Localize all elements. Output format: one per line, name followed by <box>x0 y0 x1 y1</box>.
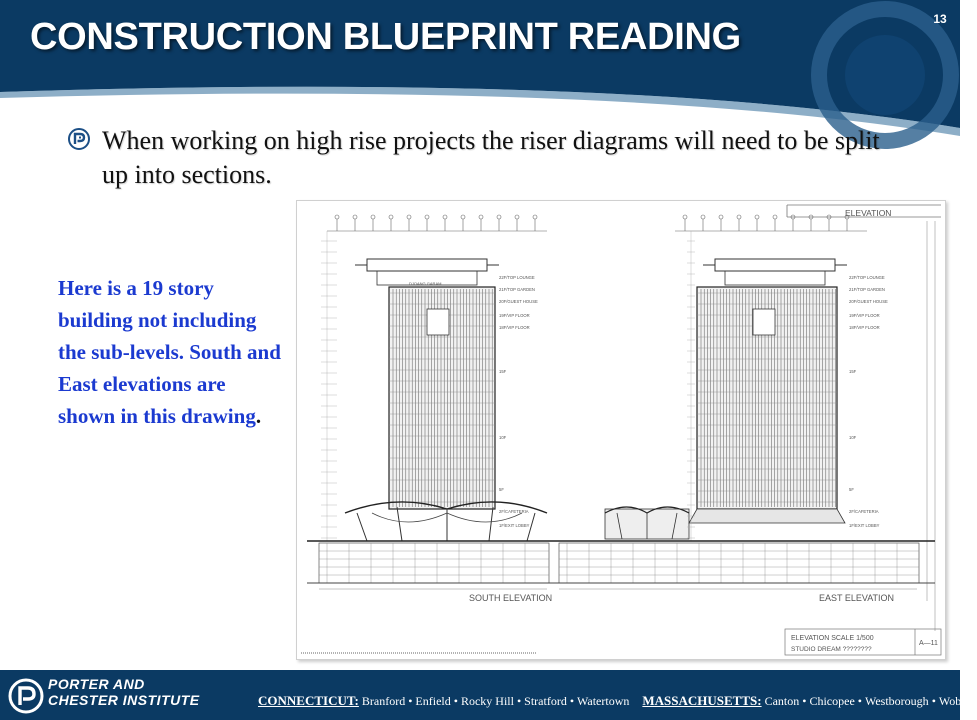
drawing-caption <box>58 272 288 432</box>
south-floor-label: 1F/EXIT LOBBY <box>499 523 530 528</box>
east-floor-label: 19F/VIP FLOOR <box>849 313 880 318</box>
connecticut-town: Rocky Hill <box>460 694 514 708</box>
south-floor-label: 22F/TOP LOUNGE <box>499 275 535 280</box>
bullet-separator: • <box>569 694 575 708</box>
east-floor-label: 15F <box>849 369 857 374</box>
south-elevation-label: SOUTH ELEVATION <box>469 593 553 603</box>
bullet-separator: • <box>931 694 936 708</box>
bullet-separator: • <box>857 694 862 708</box>
logo-text-line1: PORTER AND <box>48 676 145 692</box>
institute-logo-icon <box>8 678 44 714</box>
massachusetts-town: Woburn <box>938 694 977 708</box>
east-elevation-label: EAST ELEVATION <box>819 593 895 603</box>
south-floor-label: 5F <box>499 487 504 492</box>
connecticut-town: Stratford <box>524 694 567 708</box>
caption-text: Here is a 19 story building not including the sub-levels. South and East elevations are shown in this drawing <box>58 276 281 428</box>
elevation-drawing <box>296 200 946 660</box>
south-floor-label: 2F/CAFETERIA <box>499 509 529 514</box>
south-floor-label: 18F/VIP FLOOR <box>499 325 530 330</box>
connecticut-towns <box>362 694 629 708</box>
south-floor-label: 19F/VIP FLOOR <box>499 313 530 318</box>
massachusetts-label: MASSACHUSETTS: <box>642 693 762 708</box>
east-floor-label: 5F <box>849 487 854 492</box>
east-floor-label: 20F/GUEST HOUSE <box>849 299 888 304</box>
south-sign-text: DJOANG GARAM <box>409 281 442 286</box>
east-floor-label: 2F/CAFETERIA <box>849 509 879 514</box>
east-floor-label: 21F/TOP GARDEN <box>849 287 885 292</box>
connecticut-town: Enfield <box>415 694 451 708</box>
logo-text-line2: CHESTER INSTITUTE <box>48 692 200 708</box>
massachusetts-towns <box>765 694 977 708</box>
east-floor-label: 18F/VIP FLOOR <box>849 325 880 330</box>
south-floor-label: 10F <box>499 435 507 440</box>
east-floor-label: 10F <box>849 435 857 440</box>
bullet-separator: • <box>408 694 413 708</box>
sheet-title: ELEVATION <box>845 208 892 218</box>
page-number: 13 <box>933 12 947 26</box>
bullet-separator: • <box>453 694 458 708</box>
east-floor-label: 22F/TOP LOUNGE <box>849 275 885 280</box>
bullet-text: When working on high rise projects the riser diagrams will need to be split up into sections. <box>102 126 880 189</box>
elevation-drawing-svg <box>297 201 945 659</box>
massachusetts-town: Canton <box>764 694 800 708</box>
connecticut-town: Watertown <box>577 694 630 708</box>
massachusetts-town: Chicopee <box>809 694 855 708</box>
south-floor-label: 15F <box>499 369 507 374</box>
caption-period: . <box>255 404 262 428</box>
massachusetts-town: Westborough <box>864 694 929 708</box>
sheet-number: A—11 <box>919 640 938 647</box>
footer-locations <box>258 693 977 709</box>
connecticut-town: Branford <box>361 694 406 708</box>
bullet-logo-icon <box>68 128 90 150</box>
title-block-subtext: STUDIO DREAM ???????? <box>791 646 872 653</box>
title-block-text: ELEVATION SCALE 1/500 <box>791 635 874 642</box>
slide-title: CONSTRUCTION BLUEPRINT READING <box>30 16 741 58</box>
south-floor-label: 20F/GUEST HOUSE <box>499 299 538 304</box>
south-floor-label: 21F/TOP GARDEN <box>499 287 535 292</box>
east-floor-label: 1F/EXIT LOBBY <box>849 523 880 528</box>
bullet-separator: • <box>516 694 522 708</box>
connecticut-label: CONNECTICUT: <box>258 693 359 708</box>
bullet-separator: • <box>802 694 807 708</box>
